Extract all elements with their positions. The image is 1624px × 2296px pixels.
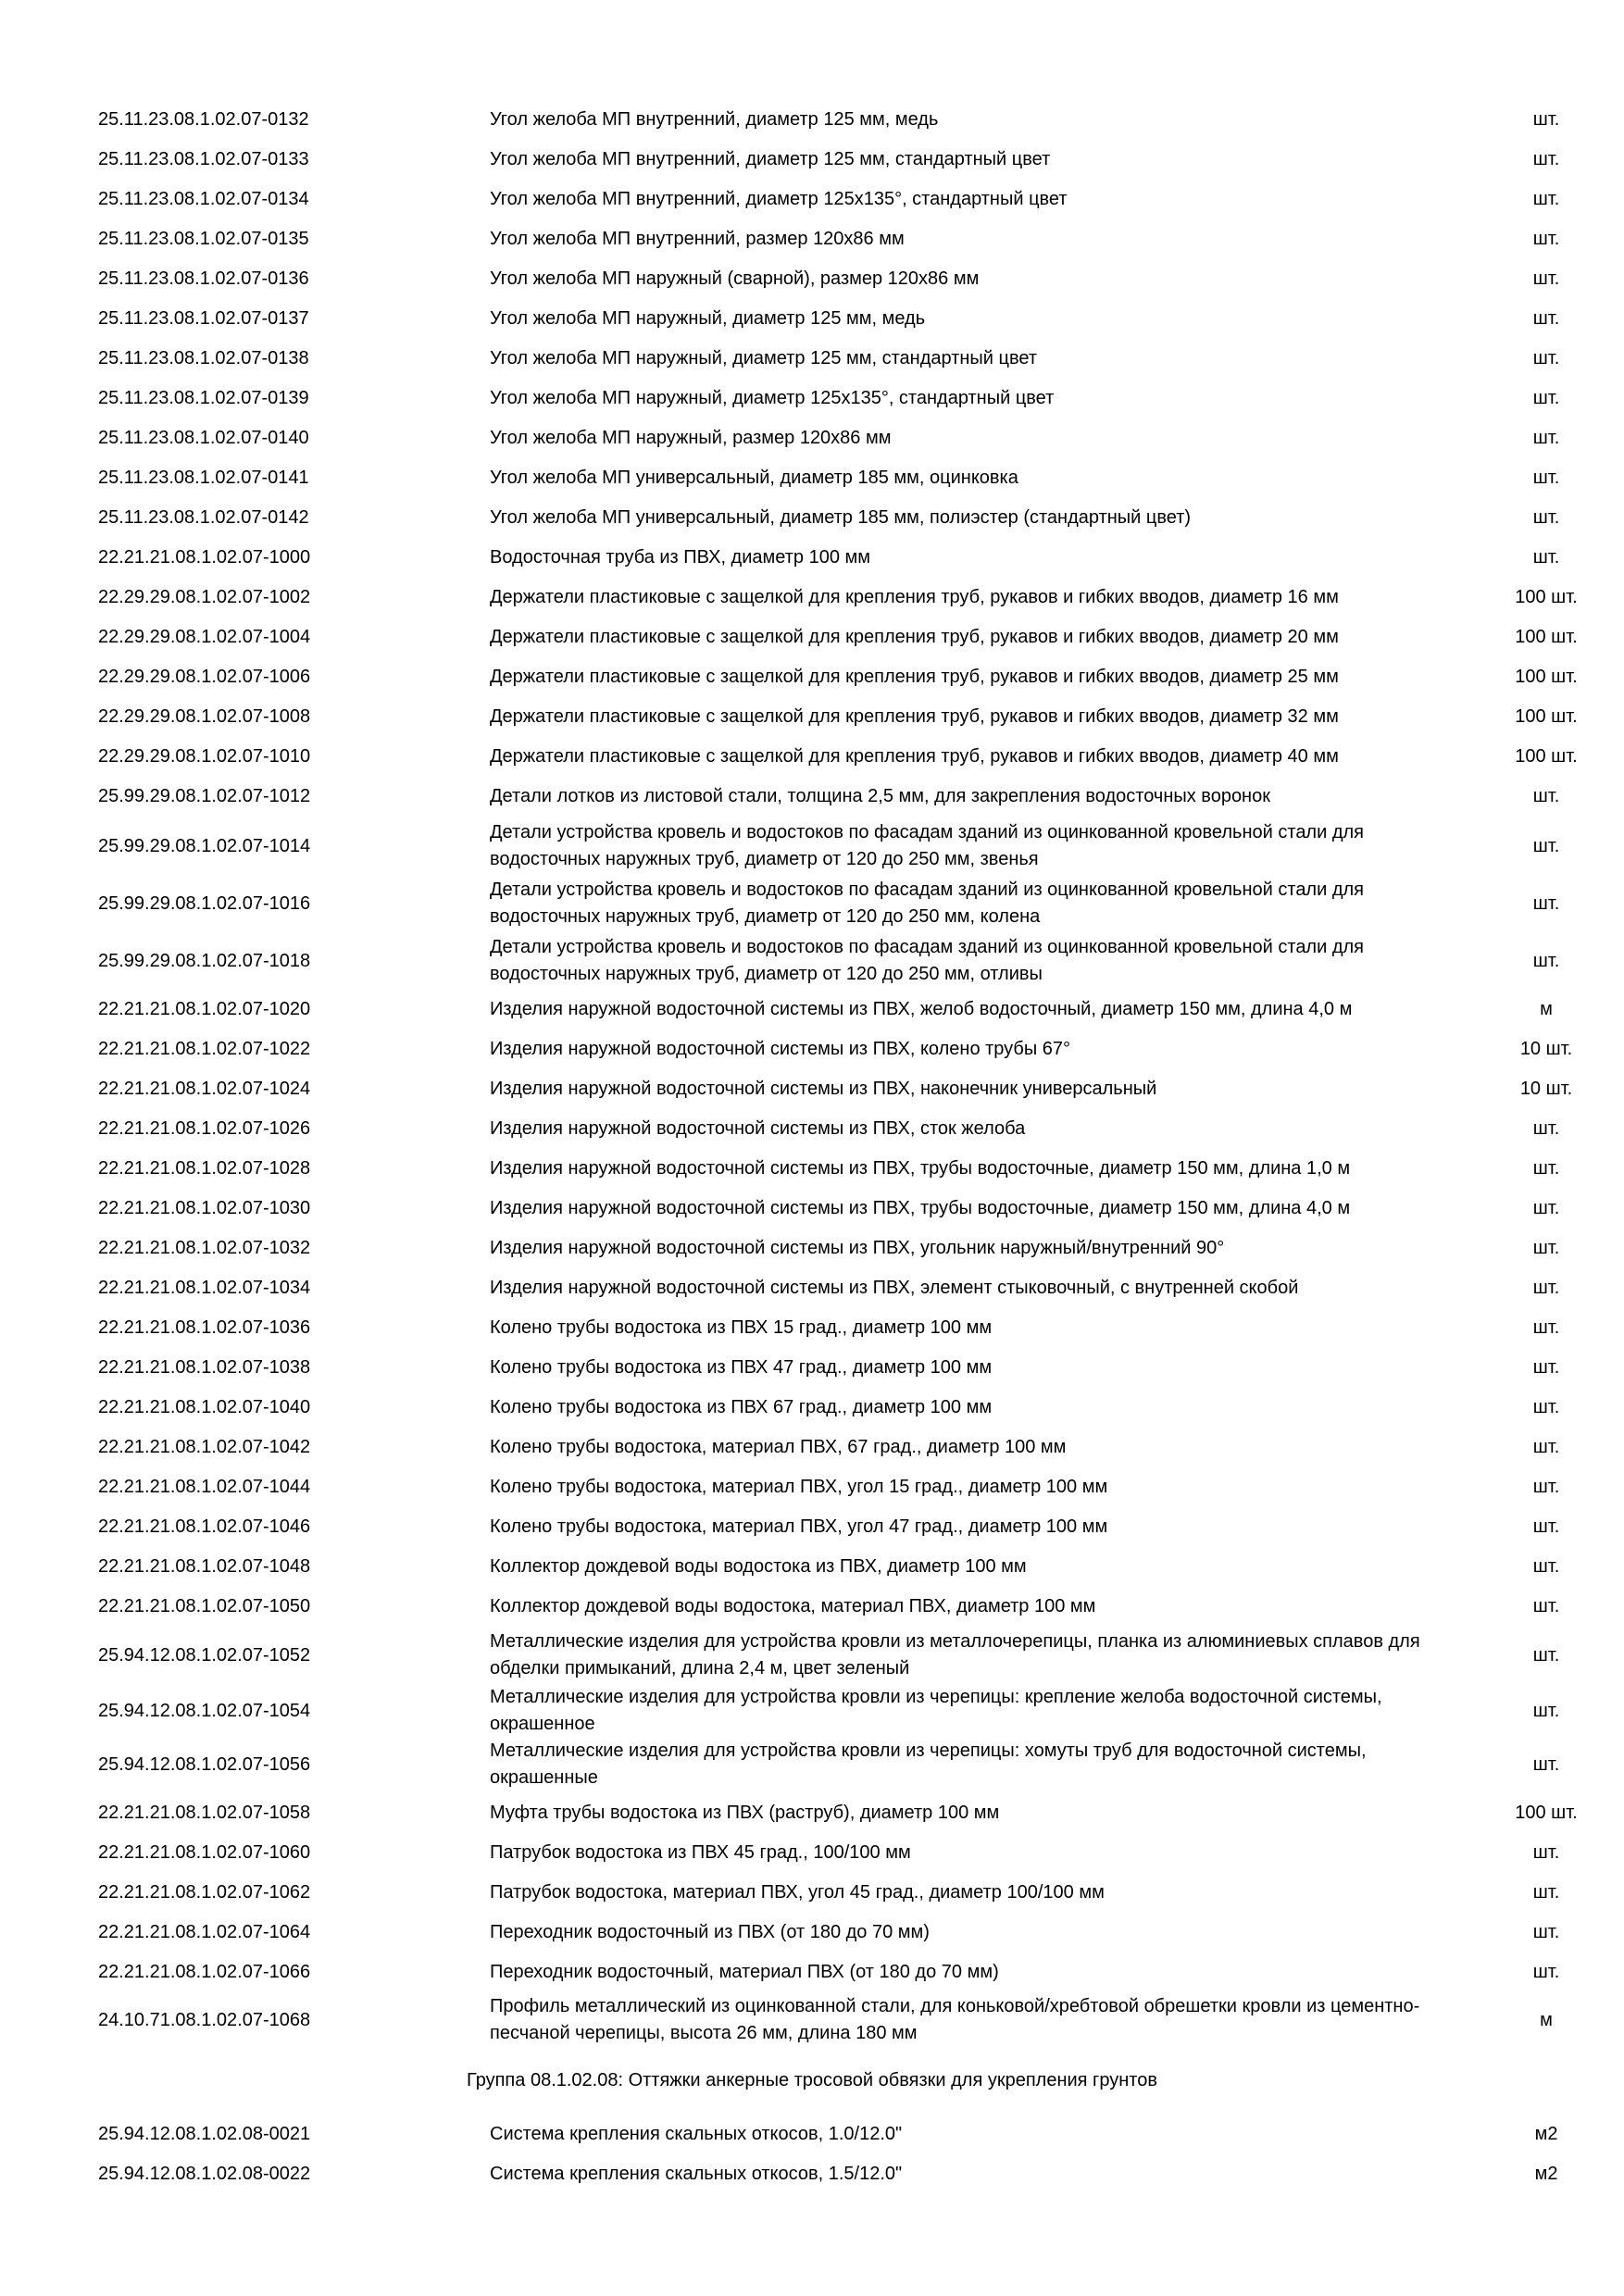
row-unit: шт.	[1532, 1117, 1560, 1139]
row-code: 25.94.12.08.1.02.08-0021	[98, 2123, 311, 2144]
row-name: Угол желоба МП наружный, диаметр 125 мм, стандартный цвет	[490, 347, 1037, 368]
table-row	[0, 1878, 1624, 1906]
row-code: 24.10.71.08.1.02.07-1068	[98, 2009, 311, 2030]
row-code: 25.11.23.08.1.02.07-0137	[98, 307, 309, 329]
table-row	[0, 876, 1624, 931]
row-code: 22.21.21.08.1.02.07-1062	[98, 1881, 311, 1903]
table-row	[0, 703, 1624, 730]
row-unit: шт.	[1532, 268, 1560, 289]
table-row	[0, 2120, 1624, 2148]
row-name: Детали устройства кровель и водостоков по фасадам зданий из оцинкованной кровельной стали для водосточных наружных труб, диаметр от 120 до 250 мм, звенья	[490, 822, 1365, 869]
row-name: Угол желоба МП внутренний, размер 120х86 мм	[490, 228, 905, 249]
table-row	[0, 1737, 1624, 1792]
group-heading: Группа 08.1.02.08: Оттяжки анкерные тросовой обвязки для укрепления грунтов	[467, 2070, 1157, 2090]
row-code: 25.11.23.08.1.02.07-0139	[98, 387, 309, 408]
row-code: 22.21.21.08.1.02.07-1060	[98, 1841, 311, 1863]
row-name: Металлические изделия для устройства кровли из черепицы: хомуты труб для водосточной системы, окрашенные	[490, 1741, 1367, 1788]
row-name: Колено трубы водостока, материал ПВХ, угол 47 град., диаметр 100 мм	[490, 1516, 1108, 1537]
row-unit: шт.	[1532, 427, 1560, 448]
row-unit: шт.	[1532, 108, 1560, 130]
table-row	[0, 1592, 1624, 1620]
table-row	[0, 1354, 1624, 1381]
row-code: 22.21.21.08.1.02.07-1042	[98, 1436, 311, 1457]
table-row	[0, 1115, 1624, 1142]
row-code: 22.29.29.08.1.02.07-1002	[98, 586, 311, 607]
table-row	[0, 995, 1624, 1023]
row-name: Держатели пластиковые с защелкой для крепления труб, рукавов и гибких вводов, диаметр 32 мм	[490, 705, 1339, 727]
table-row	[0, 384, 1624, 412]
row-name: Держатели пластиковые с защелкой для крепления труб, рукавов и гибких вводов, диаметр 20 мм	[490, 626, 1339, 647]
row-code: 25.94.12.08.1.02.07-1056	[98, 1753, 311, 1775]
row-name: Угол желоба МП наружный (сварной), размер 120х86 мм	[490, 268, 980, 289]
row-unit: шт.	[1532, 1476, 1560, 1497]
table-row	[0, 424, 1624, 452]
row-name: Изделия наружной водосточной системы из ПВХ, колено трубы 67°	[490, 1038, 1071, 1059]
row-name: Угол желоба МП наружный, диаметр 125 мм, медь	[490, 307, 926, 329]
row-code: 22.21.21.08.1.02.07-1034	[98, 1277, 311, 1298]
row-unit: шт.	[1532, 148, 1560, 169]
row-name: Угол желоба МП внутренний, диаметр 125 мм, медь	[490, 108, 939, 130]
row-name: Коллектор дождевой воды водостока, материал ПВХ, диаметр 100 мм	[490, 1595, 1096, 1616]
table-row	[0, 1628, 1624, 1683]
row-unit: шт.	[1532, 1841, 1560, 1863]
row-name: Угол желоба МП наружный, диаметр 125х135°, стандартный цвет	[490, 387, 1055, 408]
row-unit: шт.	[1532, 1436, 1560, 1457]
row-name: Держатели пластиковые с защелкой для крепления труб, рукавов и гибких вводов, диаметр 16 мм	[490, 586, 1339, 607]
row-name: Детали лотков из листовой стали, толщина 2,5 мм, для закрепления водосточных воронок	[490, 785, 1270, 806]
row-code: 25.94.12.08.1.02.07-1054	[98, 1700, 311, 1721]
row-code: 25.11.23.08.1.02.07-0138	[98, 347, 309, 368]
row-unit: шт.	[1532, 506, 1560, 528]
row-code: 25.11.23.08.1.02.07-0141	[98, 467, 309, 488]
row-code: 22.21.21.08.1.02.07-1000	[98, 546, 311, 568]
row-code: 22.21.21.08.1.02.07-1020	[98, 998, 311, 1019]
table-row	[0, 344, 1624, 372]
row-unit: м2	[1534, 2163, 1558, 2184]
row-unit: шт.	[1532, 1595, 1560, 1616]
row-code: 25.11.23.08.1.02.07-0133	[98, 148, 309, 169]
row-code: 25.99.29.08.1.02.07-1016	[98, 892, 311, 914]
table-row	[0, 1154, 1624, 1182]
row-unit: м	[1540, 998, 1553, 1019]
row-name: Изделия наружной водосточной системы из ПВХ, желоб водосточный, диаметр 150 мм, длина 4,0 м	[490, 998, 1353, 1019]
row-code: 22.21.21.08.1.02.07-1030	[98, 1197, 311, 1218]
row-code: 25.94.12.08.1.02.07-1052	[98, 1644, 311, 1666]
row-name: Изделия наружной водосточной системы из ПВХ, элемент стыковочный, с внутренней скобой	[490, 1277, 1299, 1298]
row-name: Система крепления скальных откосов, 1.5/12.0"	[490, 2163, 903, 2184]
row-name: Колено трубы водостока, материал ПВХ, 67 град., диаметр 100 мм	[490, 1436, 1067, 1457]
row-unit: шт.	[1532, 835, 1560, 856]
row-code: 25.94.12.08.1.02.08-0022	[98, 2163, 311, 2184]
row-name: Изделия наружной водосточной системы из ПВХ, трубы водосточные, диаметр 150 мм, длина 1,0 м	[490, 1157, 1351, 1179]
row-name: Металлические изделия для устройства кровли из черепицы: крепление желоба водосточной системы, окрашенное	[490, 1687, 1382, 1734]
table-row	[0, 1314, 1624, 1341]
row-name: Изделия наружной водосточной системы из ПВХ, наконечник универсальный	[490, 1078, 1157, 1099]
row-unit: 100 шт.	[1515, 1802, 1578, 1823]
row-unit: шт.	[1532, 307, 1560, 329]
row-code: 22.21.21.08.1.02.07-1044	[98, 1476, 311, 1497]
row-unit: шт.	[1532, 1356, 1560, 1378]
table-row	[0, 145, 1624, 173]
row-unit: шт.	[1532, 1316, 1560, 1338]
row-name: Изделия наружной водосточной системы из ПВХ, угольник наружный/внутренний 90°	[490, 1237, 1225, 1258]
row-name: Угол желоба МП универсальный, диаметр 185 мм, оцинковка	[490, 467, 1018, 488]
row-code: 22.21.21.08.1.02.07-1064	[98, 1921, 311, 1942]
row-code: 22.21.21.08.1.02.07-1022	[98, 1038, 311, 1059]
row-code: 22.21.21.08.1.02.07-1058	[98, 1802, 311, 1823]
row-unit: шт.	[1532, 950, 1560, 971]
row-unit: 100 шт.	[1515, 705, 1578, 727]
row-unit: шт.	[1532, 347, 1560, 368]
table-row	[0, 1918, 1624, 1946]
row-unit: шт.	[1532, 1961, 1560, 1982]
row-code: 25.11.23.08.1.02.07-0140	[98, 427, 309, 448]
row-name: Профиль металлический из оцинкованной стали, для коньковой/хребтовой обрешетки кровли из цементно-песчаной черепицы, высота 26 мм, длина 180 мм	[490, 1996, 1420, 2043]
table-row	[0, 1473, 1624, 1501]
row-code: 22.29.29.08.1.02.07-1010	[98, 745, 311, 767]
row-name: Угол желоба МП универсальный, диаметр 185 мм, полиэстер (стандартный цвет)	[490, 506, 1192, 528]
row-unit: шт.	[1532, 546, 1560, 568]
row-unit: шт.	[1532, 1516, 1560, 1537]
row-unit: 100 шт.	[1515, 626, 1578, 647]
row-unit: шт.	[1532, 1753, 1560, 1775]
table-row	[0, 1958, 1624, 1986]
row-unit: шт.	[1532, 467, 1560, 488]
table-row	[0, 933, 1624, 989]
row-code: 25.99.29.08.1.02.07-1012	[98, 785, 311, 806]
row-code: 22.29.29.08.1.02.07-1004	[98, 626, 311, 647]
row-unit: шт.	[1532, 1396, 1560, 1417]
row-unit: шт.	[1532, 1921, 1560, 1942]
row-code: 22.21.21.08.1.02.07-1024	[98, 1078, 311, 1099]
row-unit: шт.	[1532, 785, 1560, 806]
row-code: 22.21.21.08.1.02.07-1048	[98, 1555, 311, 1577]
row-name: Угол желоба МП внутренний, диаметр 125х135°, стандартный цвет	[490, 188, 1068, 209]
row-unit: м2	[1534, 2123, 1558, 2144]
row-unit: шт.	[1532, 1157, 1560, 1179]
row-code: 25.11.23.08.1.02.07-0136	[98, 268, 309, 289]
row-name: Патрубок водостока, материал ПВХ, угол 45 град., диаметр 100/100 мм	[490, 1881, 1105, 1903]
row-name: Переходник водосточный из ПВХ (от 180 до 70 мм)	[490, 1921, 930, 1942]
row-unit: 10 шт.	[1519, 1038, 1573, 1059]
row-code: 22.21.21.08.1.02.07-1038	[98, 1356, 311, 1378]
row-unit: шт.	[1532, 228, 1560, 249]
row-unit: шт.	[1532, 1881, 1560, 1903]
row-code: 25.99.29.08.1.02.07-1014	[98, 835, 311, 856]
row-code: 22.29.29.08.1.02.07-1006	[98, 666, 311, 687]
row-name: Коллектор дождевой воды водостока из ПВХ, диаметр 100 мм	[490, 1555, 1027, 1577]
row-unit: 100 шт.	[1515, 666, 1578, 687]
row-code: 22.21.21.08.1.02.07-1036	[98, 1316, 311, 1338]
row-name: Изделия наружной водосточной системы из ПВХ, трубы водосточные, диаметр 150 мм, длина 4,0 м	[490, 1197, 1351, 1218]
table-row	[0, 2160, 1624, 2188]
table-row	[0, 543, 1624, 571]
row-name: Система крепления скальных откосов, 1.0/12.0"	[490, 2123, 903, 2144]
row-unit: шт.	[1532, 892, 1560, 914]
row-name: Колено трубы водостока из ПВХ 15 град., диаметр 100 мм	[490, 1316, 993, 1338]
row-name: Металлические изделия для устройства кровли из металлочерепицы, планка из алюминиевых сплавов для обделки примыканий, длина 2,4 м, цвет зеленый	[490, 1631, 1420, 1678]
row-code: 25.11.23.08.1.02.07-0142	[98, 506, 309, 528]
row-name: Угол желоба МП внутренний, диаметр 125 мм, стандартный цвет	[490, 148, 1051, 169]
row-unit: шт.	[1532, 1644, 1560, 1666]
row-unit: шт.	[1532, 1277, 1560, 1298]
row-name: Держатели пластиковые с защелкой для крепления труб, рукавов и гибких вводов, диаметр 40 мм	[490, 745, 1339, 767]
table-row	[0, 1035, 1624, 1063]
table-row	[0, 818, 1624, 874]
row-code: 22.21.21.08.1.02.07-1050	[98, 1595, 311, 1616]
row-code: 22.29.29.08.1.02.07-1008	[98, 705, 311, 727]
row-name: Детали устройства кровель и водостоков по фасадам зданий из оцинкованной кровельной стали для водосточных наружных труб, диаметр от 120 до 250 мм, колена	[490, 880, 1365, 927]
table-row	[0, 1799, 1624, 1827]
table-row	[0, 504, 1624, 531]
row-name: Водосточная труба из ПВХ, диаметр 100 мм	[490, 546, 870, 568]
row-code: 22.21.21.08.1.02.07-1066	[98, 1961, 311, 1982]
table-row	[0, 1274, 1624, 1302]
row-unit: шт.	[1532, 1237, 1560, 1258]
row-name: Изделия наружной водосточной системы из ПВХ, сток желоба	[490, 1117, 1026, 1139]
table-row	[0, 305, 1624, 332]
row-unit: шт.	[1532, 1700, 1560, 1721]
row-name: Держатели пластиковые с защелкой для крепления труб, рукавов и гибких вводов, диаметр 25 мм	[490, 666, 1339, 687]
row-unit: 100 шт.	[1515, 586, 1578, 607]
table-row	[0, 742, 1624, 770]
table-row	[0, 1839, 1624, 1866]
row-name: Переходник водосточный, материал ПВХ (от 180 до 70 мм)	[490, 1961, 999, 1982]
row-name: Патрубок водостока из ПВХ 45 град., 100/100 мм	[490, 1841, 911, 1863]
table-row	[0, 225, 1624, 253]
table-row	[0, 106, 1624, 133]
table-row	[0, 1393, 1624, 1421]
row-unit: 100 шт.	[1515, 745, 1578, 767]
table-row	[0, 1683, 1624, 1739]
row-name: Колено трубы водостока из ПВХ 67 град., диаметр 100 мм	[490, 1396, 993, 1417]
row-unit: шт.	[1532, 387, 1560, 408]
row-name: Колено трубы водостока из ПВХ 47 град., диаметр 100 мм	[490, 1356, 993, 1378]
table-row	[0, 663, 1624, 691]
row-unit: м	[1540, 2009, 1553, 2030]
row-code: 25.99.29.08.1.02.07-1018	[98, 950, 311, 971]
row-code: 22.21.21.08.1.02.07-1026	[98, 1117, 311, 1139]
table-row	[0, 1992, 1624, 2048]
row-name: Детали устройства кровель и водостоков по фасадам зданий из оцинкованной кровельной стали для водосточных наружных труб, диаметр от 120 до 250 мм, отливы	[490, 937, 1365, 984]
table-row	[0, 1513, 1624, 1541]
table-row	[0, 1433, 1624, 1461]
table-row	[0, 1075, 1624, 1103]
table-row	[0, 1553, 1624, 1580]
row-name: Муфта трубы водостока из ПВХ (раструб), диаметр 100 мм	[490, 1802, 1000, 1823]
table-row	[0, 464, 1624, 492]
row-unit: шт.	[1532, 188, 1560, 209]
row-unit: шт.	[1532, 1555, 1560, 1577]
row-code: 25.11.23.08.1.02.07-0134	[98, 188, 309, 209]
row-code: 25.11.23.08.1.02.07-0132	[98, 108, 309, 130]
table-row	[0, 623, 1624, 651]
row-code: 25.11.23.08.1.02.07-0135	[98, 228, 309, 249]
table-row	[0, 185, 1624, 213]
row-code: 22.21.21.08.1.02.07-1028	[98, 1157, 311, 1179]
table-row	[0, 782, 1624, 810]
row-unit: 10 шт.	[1519, 1078, 1573, 1099]
table-row	[0, 583, 1624, 611]
table-row	[0, 265, 1624, 293]
row-name: Угол желоба МП наружный, размер 120х86 мм	[490, 427, 892, 448]
row-code: 22.21.21.08.1.02.07-1032	[98, 1237, 311, 1258]
row-code: 22.21.21.08.1.02.07-1046	[98, 1516, 311, 1537]
table-row	[0, 1234, 1624, 1262]
row-name: Колено трубы водостока, материал ПВХ, угол 15 град., диаметр 100 мм	[490, 1476, 1108, 1497]
row-unit: шт.	[1532, 1197, 1560, 1218]
row-code: 22.21.21.08.1.02.07-1040	[98, 1396, 311, 1417]
table-row	[0, 1194, 1624, 1222]
